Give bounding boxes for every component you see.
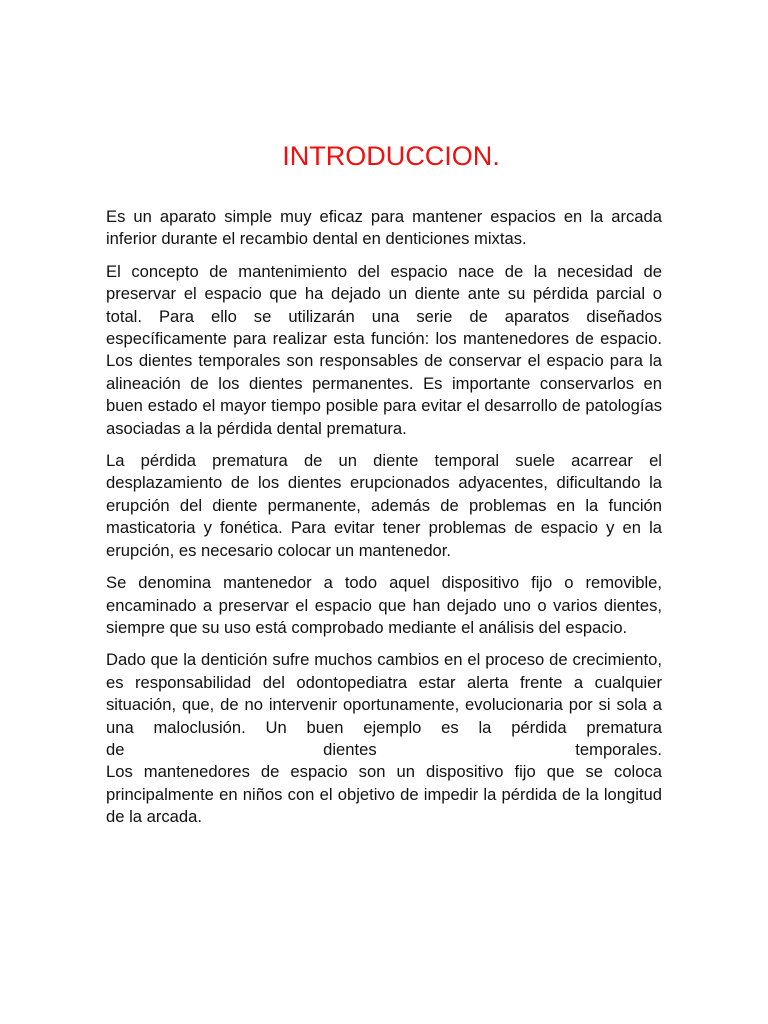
paragraph-4: Se denomina mantenedor a todo aquel dispositivo fijo o removible, encaminado a preservar el espacio que han dejado uno o varios dientes, siempre que su uso está comprobado mediante el análisis del espacio. bbox=[106, 573, 662, 637]
paragraph-3: La pérdida prematura de un diente temporal suele acarrear el desplazamiento de los dientes erupcionados adyacentes, dificultando la erupción del diente permanente, además de problemas en la función masticatoria y fonética. Para evitar tener problemas de espacio y en la erupción, es necesario colocar un mantenedor. bbox=[106, 451, 662, 560]
paragraph-5-opening: Dado que la dentición sufre muchos cambios en el proceso de crecimiento, es responsabilidad del odontopediatra estar alerta frente a cualquier situación, que, de no intervenir oportunamente, evolucionaria por si sola a una maloclusión. Un buen ejemplo es la pérdida prematura bbox=[106, 650, 662, 737]
paragraph-5 bbox=[106, 649, 662, 828]
paragraph-2: El concepto de mantenimiento del espacio nace de la necesidad de preservar el espacio que ha dejado un diente ante su pérdida parcial o total. Para ello se utilizarán una serie de aparatos diseñados específicamente para realizar esta función: los mantenedores de espacio. Los dientes temporales son responsables de conservar el espacio para la alineación de los dientes permanentes. Es importante conservarlos en buen estado el mayor tiempo posible para evitar el desarrollo de patologías asociadas a la pérdida dental prematura. bbox=[106, 261, 662, 438]
spread-word-3: temporales. bbox=[575, 739, 662, 759]
paragraph-5-spread-line bbox=[106, 739, 662, 761]
paragraph-5-closing: Los mantenedores de espacio son un dispositivo fijo que se coloca principalmente en niños con el objetivo de impedir la pérdida de la longitud de la arcada. bbox=[106, 762, 662, 827]
page-title: INTRODUCCION. bbox=[282, 141, 500, 171]
spread-word-2: dientes bbox=[323, 739, 377, 759]
spread-word-1: de bbox=[106, 739, 125, 759]
paragraph-1: Es un aparato simple muy eficaz para mantener espacios en la arcada inferior durante el recambio dental en denticiones mixtas. bbox=[106, 207, 662, 249]
document-page bbox=[106, 138, 662, 829]
